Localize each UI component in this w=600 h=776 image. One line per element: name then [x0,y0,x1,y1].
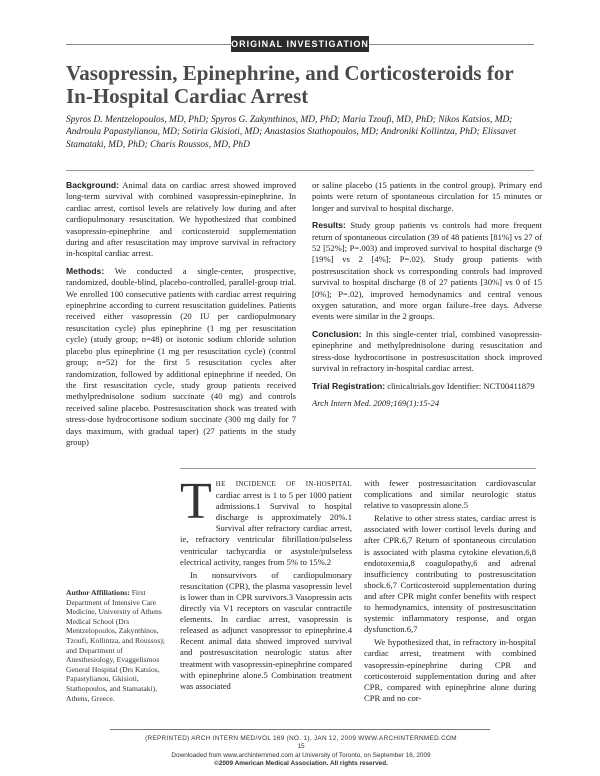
conclusion-text: In this single-center trial, combined vasopressin-epinephrine and methylprednisolone during resuscitation and stress-dose hydrocortisone in postresuscitation shock improved survival in refractory in-hospital cardiac arrest. [312,328,542,374]
trial-registration [312,381,542,392]
page-footer [66,735,536,769]
abstract-results [312,220,542,323]
abstract-left-column [66,180,296,454]
results-text: Study group patients vs controls had more frequent return of spontaneous circulation (39 of 48 patients [81%] vs 27 of 52 [52%]; P=.003) and improved survival to hospital discharge (9 [19%] vs 2 [4%]; P=.02). Study group patients with postresuscitation shock vs corresponding controls had improved survival to hospital discharge (8 of 27 patients [30%] vs 0 of 15 [0%]; P=.02), improved hemodynamics and central venous oxygen saturation, and more organ failure–free days. Adverse events were similar in the 2 groups. [312,220,542,322]
trial-text: clinicaltrials.gov Identifier: NCT00411879 [387,380,535,391]
download-notice: Downloaded from www.archinternmed.com at University of Toronto, on September 16, 2009 [171,751,431,759]
author-affiliations [66,588,170,703]
copyright: ©2009 American Medical Association. All rights reserved. [214,760,388,768]
paragraph-1-text: cardiac arrest is 1 to 5 per 1000 patient admissions.1 Survival to hospital discharge is approximately 20%.1 Survival after refractory cardiac arrest, ie, refractory ventricular fibrillation/pulseless ventricular tachycardia or asystole/pulseless electrical activity, ranges from 5% to 15%.2 [180,490,352,567]
abstract-methods [66,266,296,449]
body-paragraph-1 [180,473,352,568]
methods-heading: Methods: [66,265,105,276]
body-paragraph-2: In nonsurvivors of cardiopulmonary resuscitation (CPR), the plasma vasopressin level is lower than in CPR survivors.3 Vasopressin acts directly via V1 receptors on vascular contractile elements. In cardiac arrest, vasopressin is released as adjunct vasopressor to epinephrine.4 Recent animal data showed improved survival and postresuscitation neurologic status after treatment with vasopressin-epinephrine compared with epinephrine alone.5 Combination treatment was associated [180,569,352,691]
methods-text: We conducted a single-center, prospective, randomized, double-blind, placebo-controlled, parallel-group trial. We enrolled 100 consecutive patients with cardiac arrest requiring epinephrine according to current resuscitation guidelines. Patients received either vasopressin (20 IU per cardiopulmonary resuscitation cycle) plus epinephrine (1 mg per resuscitation cycle) (study group; n=48) or isotonic sodium chloride solution placebo plus epinephrine (1 mg per resuscitation cycle) (control group; n=52) for the first 5 resuscitation cycles after randomization, followed by additional epinephrine if needed. On the first resuscitation cycle, study group patients received methylprednisolone sodium succinate (40 mg) and controls received saline placebo. Postresuscitation shock was treated with stress-dose hydrocortisone sodium succinate (300 mg daily for 7 days maximum, with gradual taper) (27 patients in the study group) [66,265,296,447]
affiliations-heading: Author Affiliations: [66,588,130,597]
body-divider [180,468,536,469]
methods-continued: or saline placebo (15 patients in the control group). Primary end points were return of spontaneous circulation for 15 minutes or longer and survival to hospital discharge. [312,180,542,213]
abstract-background [66,180,296,260]
trial-heading: Trial Registration: [312,380,386,391]
abstract-right-column [312,180,542,415]
body-paragraph-5: We hypothesized that, in refractory in-hospital cardiac arrest, treatment with combined vasopressin-epinephrine during CPR and corticosteroid supplementation during and after CPR, compared with epinephrine alone during CPR and no cor- [364,637,536,703]
section-banner: ORIGINAL INVESTIGATION [231,36,369,52]
citation: Arch Intern Med. 2009;169(1):15-24 [312,397,440,408]
author-list: Spyros D. Mentzelopoulos, MD, PhD; Spyros G. Zakynthinos, MD, PhD; Maria Tzoufi, MD, PhD; Nikos Katsios, MD; Androula Papastylianou, MD; Sotiria Gkisioti, MD; Anastasios Stathopoulos, MD; Androniki Kollintza, PhD; Elissavet Stamataki, MD, PhD; Charis Roussos, MD, PhD [66,115,516,150]
background-heading: Background: [66,180,119,190]
body-paragraph-3: with fewer postresuscitation cardiovascular complications and similar neurologic status relative to vasopressin alone.5 [364,478,536,511]
results-heading: Results: [312,220,346,231]
journal-reference: (REPRINTED) ARCH INTERN MED/VOL 169 (NO. 1), JAN 12, 2009 WWW.ARCHINTERNMED.COM [145,735,457,742]
footer-rule [110,729,490,730]
conclusion-heading: Conclusion: [312,328,362,339]
article-title: Vasopressin, Epinephrine, and Corticosteroids for In-Hospital Cardiac Arrest [66,61,514,108]
background-text: Animal data on cardiac arrest showed improved long-term survival with combined vasopressin-epinephrine. In cardiac arrest, cortisol levels are relatively low during and after cardiopulmonary resuscitation. We hypothesized that combined vasopressin-epinephrine and corticosteroid supplementation during and after resuscitation may improve survival in refractory in-hospital cardiac arrest. [66,180,296,259]
abstract-conclusion [312,329,542,375]
body-right-column [364,478,536,706]
body-paragraph-4: Relative to other stress states, cardiac arrest is associated with lower cortisol levels during and after CPR.6,7 Return of spontaneous circulation is associated with plasma cytokine elevation,6,8 endotoxemia,8 coagulopathy,6 and adrenal insufficiency contributing to postresuscitation shock.6,7 Corticosteroid supplementation during and after CPR might confer benefits with respect to hemodynamics, intensity of postresuscitation systemic inflammatory response, and organ dysfunction.6,7 [364,513,536,635]
affiliations-text: First Department of Intensive Care Medicine, University of Athens Medical School (Drs Mentzelopoulos, Zakynthinos, Tzoufi, Kollintza, and Roussos); and Department of Anesthesiology, Evaggelismos General Hospital (Drs Katsios, Papastylianou, Gkisioti, Stathopoulos, and Stamataki), Athens, Greece. [66,588,165,703]
lead-caps: HE INCIDENCE OF IN-HOSPITAL [215,480,352,488]
body-left-column [180,473,352,694]
page-number: 15 [297,743,305,751]
divider [66,170,534,171]
drop-cap: T [180,473,212,530]
